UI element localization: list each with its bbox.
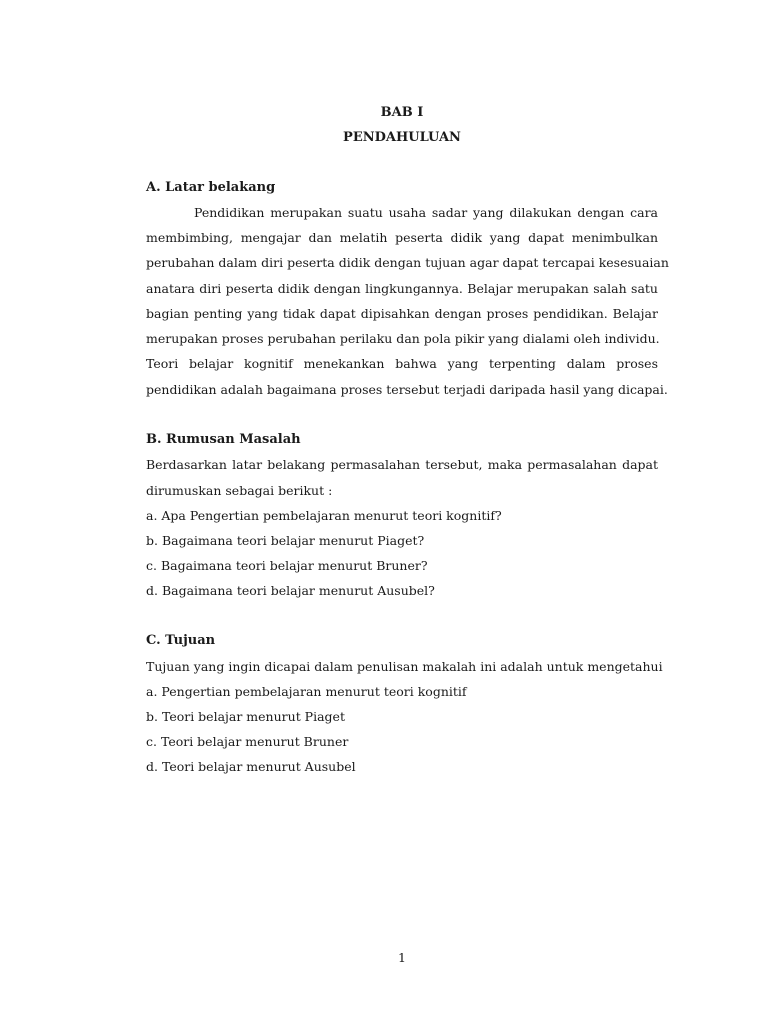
list-item: c. Bagaimana teori belajar menurut Bruner? [146, 558, 428, 573]
list-item: d. Teori belajar menurut Ausubel [146, 759, 356, 774]
paragraph-line: perubahan dalam diri peserta didik dengan tujuan agar dapat tercapai kesesuaian [146, 255, 669, 270]
paragraph-line: Pendidikan merupakan suatu usaha sadar yang dilakukan dengan cara [194, 205, 658, 220]
chapter-number: BAB I [380, 105, 424, 120]
paragraph-line: bagian penting yang tidak dapat dipisahkan dengan proses pendidikan. Belajar [146, 306, 658, 321]
list-item: d. Bagaimana teori belajar menurut Ausubel? [146, 583, 435, 598]
list-item: b. Bagaimana teori belajar menurut Piaget? [146, 533, 425, 548]
list-item: c. Teori belajar menurut Bruner [146, 734, 349, 749]
section-c-heading: C. Tujuan [146, 633, 216, 648]
paragraph-line: Berdasarkan latar belakang permasalahan tersebut, maka permasalahan dapat [146, 457, 658, 472]
list-item: a. Pengertian pembelajaran menurut teori kognitif [146, 684, 467, 699]
list-item: a. Apa Pengertian pembelajaran menurut teori kognitif? [146, 508, 502, 523]
paragraph-line: Tujuan yang ingin dicapai dalam penulisan makalah ini adalah untuk mengetahui [146, 659, 663, 674]
page-number: 1 [398, 950, 406, 965]
paragraph-line: pendidikan adalah bagaimana proses tersebut terjadi daripada hasil yang dicapai. [146, 382, 668, 397]
paragraph-line: membimbing, mengajar dan melatih peserta didik yang dapat menimbulkan [146, 230, 658, 245]
paragraph-line: dirumuskan sebagai berikut : [146, 483, 333, 498]
section-b-heading: B. Rumusan Masalah [146, 432, 301, 447]
list-item: b. Teori belajar menurut Piaget [146, 709, 345, 724]
paragraph-line: Teori belajar kognitif menekankan bahwa yang terpenting dalam proses [146, 356, 658, 371]
paragraph-line: anatara diri peserta didik dengan lingkungannya. Belajar merupakan salah satu [146, 281, 658, 296]
section-a-heading: A. Latar belakang [146, 180, 276, 195]
chapter-title: PENDAHULUAN [343, 130, 461, 145]
paragraph-line: merupakan proses perubahan perilaku dan pola pikir yang dialami oleh individu. [146, 331, 660, 346]
